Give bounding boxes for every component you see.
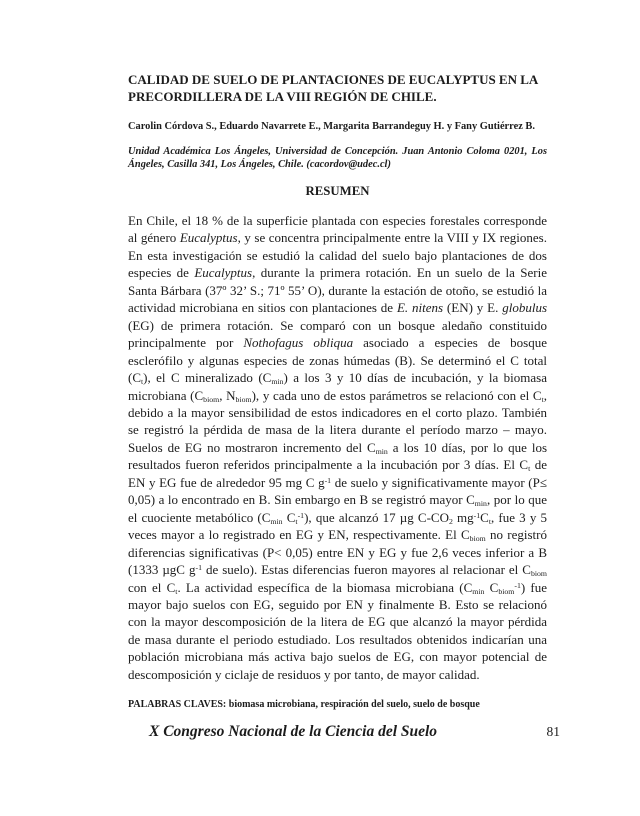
abstract-paragraph: En Chile, el 18 % de la superficie plantada con especies forestales corresponde al género Eucalyptus, y se concentra principalmente entre la VIII y IX regiones. En esta investigación se estudió la calidad del suelo bajo plantaciones de dos especies de Eucalyptus, durante la primera rotación. En un suelo de la Serie Santa Bárbara (37º 32’ S.; 71º 55’ O), durante la estación de otoño, se estudió la actividad microbiana en sitios con plantaciones de E. nitens (EN) y E. globulus (EG) de primera rotación. Se comparó con un bosque aledaño constituido principalmente por Nothofagus obliqua asociado a especies de bosque esclerófilo y algunas especies de zonas húmedas (B). Se determinó el C total $(C_t)$, el C mineralizado $(C_{min})$ a los 3 y 10 días de incubación, y la biomasa microbiana ($C_{biom}$, $N_{biom}$), y cada uno de estos parámetros se relacionó con el $C_t$, debido a la mayor sensibilidad de estos indicadores en el corto plazo. También se registró la pérdida de masa de la litera durante el período marzo – mayo. Suelos de EG no mostraron incremento del $C_{min}$ a los 10 días, por lo que los resultados fueron referidos principalmente a la incubación por 3 días. El $C_t$ de EN y EG fue de alrededor 95 mg C $g^{-1}$ de suelo y significativamente mayor (P≤ 0,05) a lo encontrado en B. Sin embargo en B se registró mayor $C_{min}$, por lo que el cuociente metabólico ($C_{min}$ $C_t^{-1}$), que alcanzó 17 µg $C-CO_2$ $mg^{-1}C_t$, fue 3 y 5 veces mayor a lo registrado en EG y EN, respectivamente. El $C_{biom}$ no registró diferencias significativas (P< 0,05) entre EN y EG y fue 2,6 veces inferior a B (1333 µgC $g^{-1}$ de suelo). Estas diferencias fueron mayores al relacionar el $C_{biom}$ con el $C_t$. La actividad específica de la biomasa microbiana ($C_{min}$ $C_{biom}^{-1}$) fue mayor bajo suelos con EG, seguido por EN y finalmente B. Esto se relacionó con la mayor descomposición de la litera de EG que alcanzó la mayor pérdida de masa durante el periodo estudiado. Los resultados obtenidos indicarían una población microbiana más activa bajo suelos de EG, con mayor potencial de descomposición y ciclaje de residuos y por tanto, de mayor calidad. <box>128 213 548 682</box>
abstract-heading: RESUMEN <box>305 184 370 198</box>
affiliation-line: Unidad Académica Los Ángeles, Universidad de Concepción. Juan Antonio Coloma 0201, Los Ángeles, Casilla 341, Los Ángeles, Chile. (cacordov@udec.cl) <box>128 146 547 170</box>
page-footer <box>128 722 560 741</box>
page-number: 81 <box>546 724 560 739</box>
authors-line: Carolin Córdova S., Eduardo Navarrete E., Margarita Barrandeguy H. y Fany Gutiérrez B. <box>128 121 535 132</box>
paper-title-line-1: CALIDAD DE SUELO DE PLANTACIONES DE EUCALYPTUS EN LA <box>128 72 539 87</box>
paper-title-line-2: PRECORDILLERA DE LA VIII REGIÓN DE CHILE. <box>128 88 437 104</box>
conference-title: X Congreso Nacional de la Ciencia del Suelo <box>149 723 438 740</box>
keywords-line: PALABRAS CLAVES: biomasa microbiana, respiración del suelo, suelo de bosque <box>128 699 480 710</box>
content-column <box>128 72 547 683</box>
